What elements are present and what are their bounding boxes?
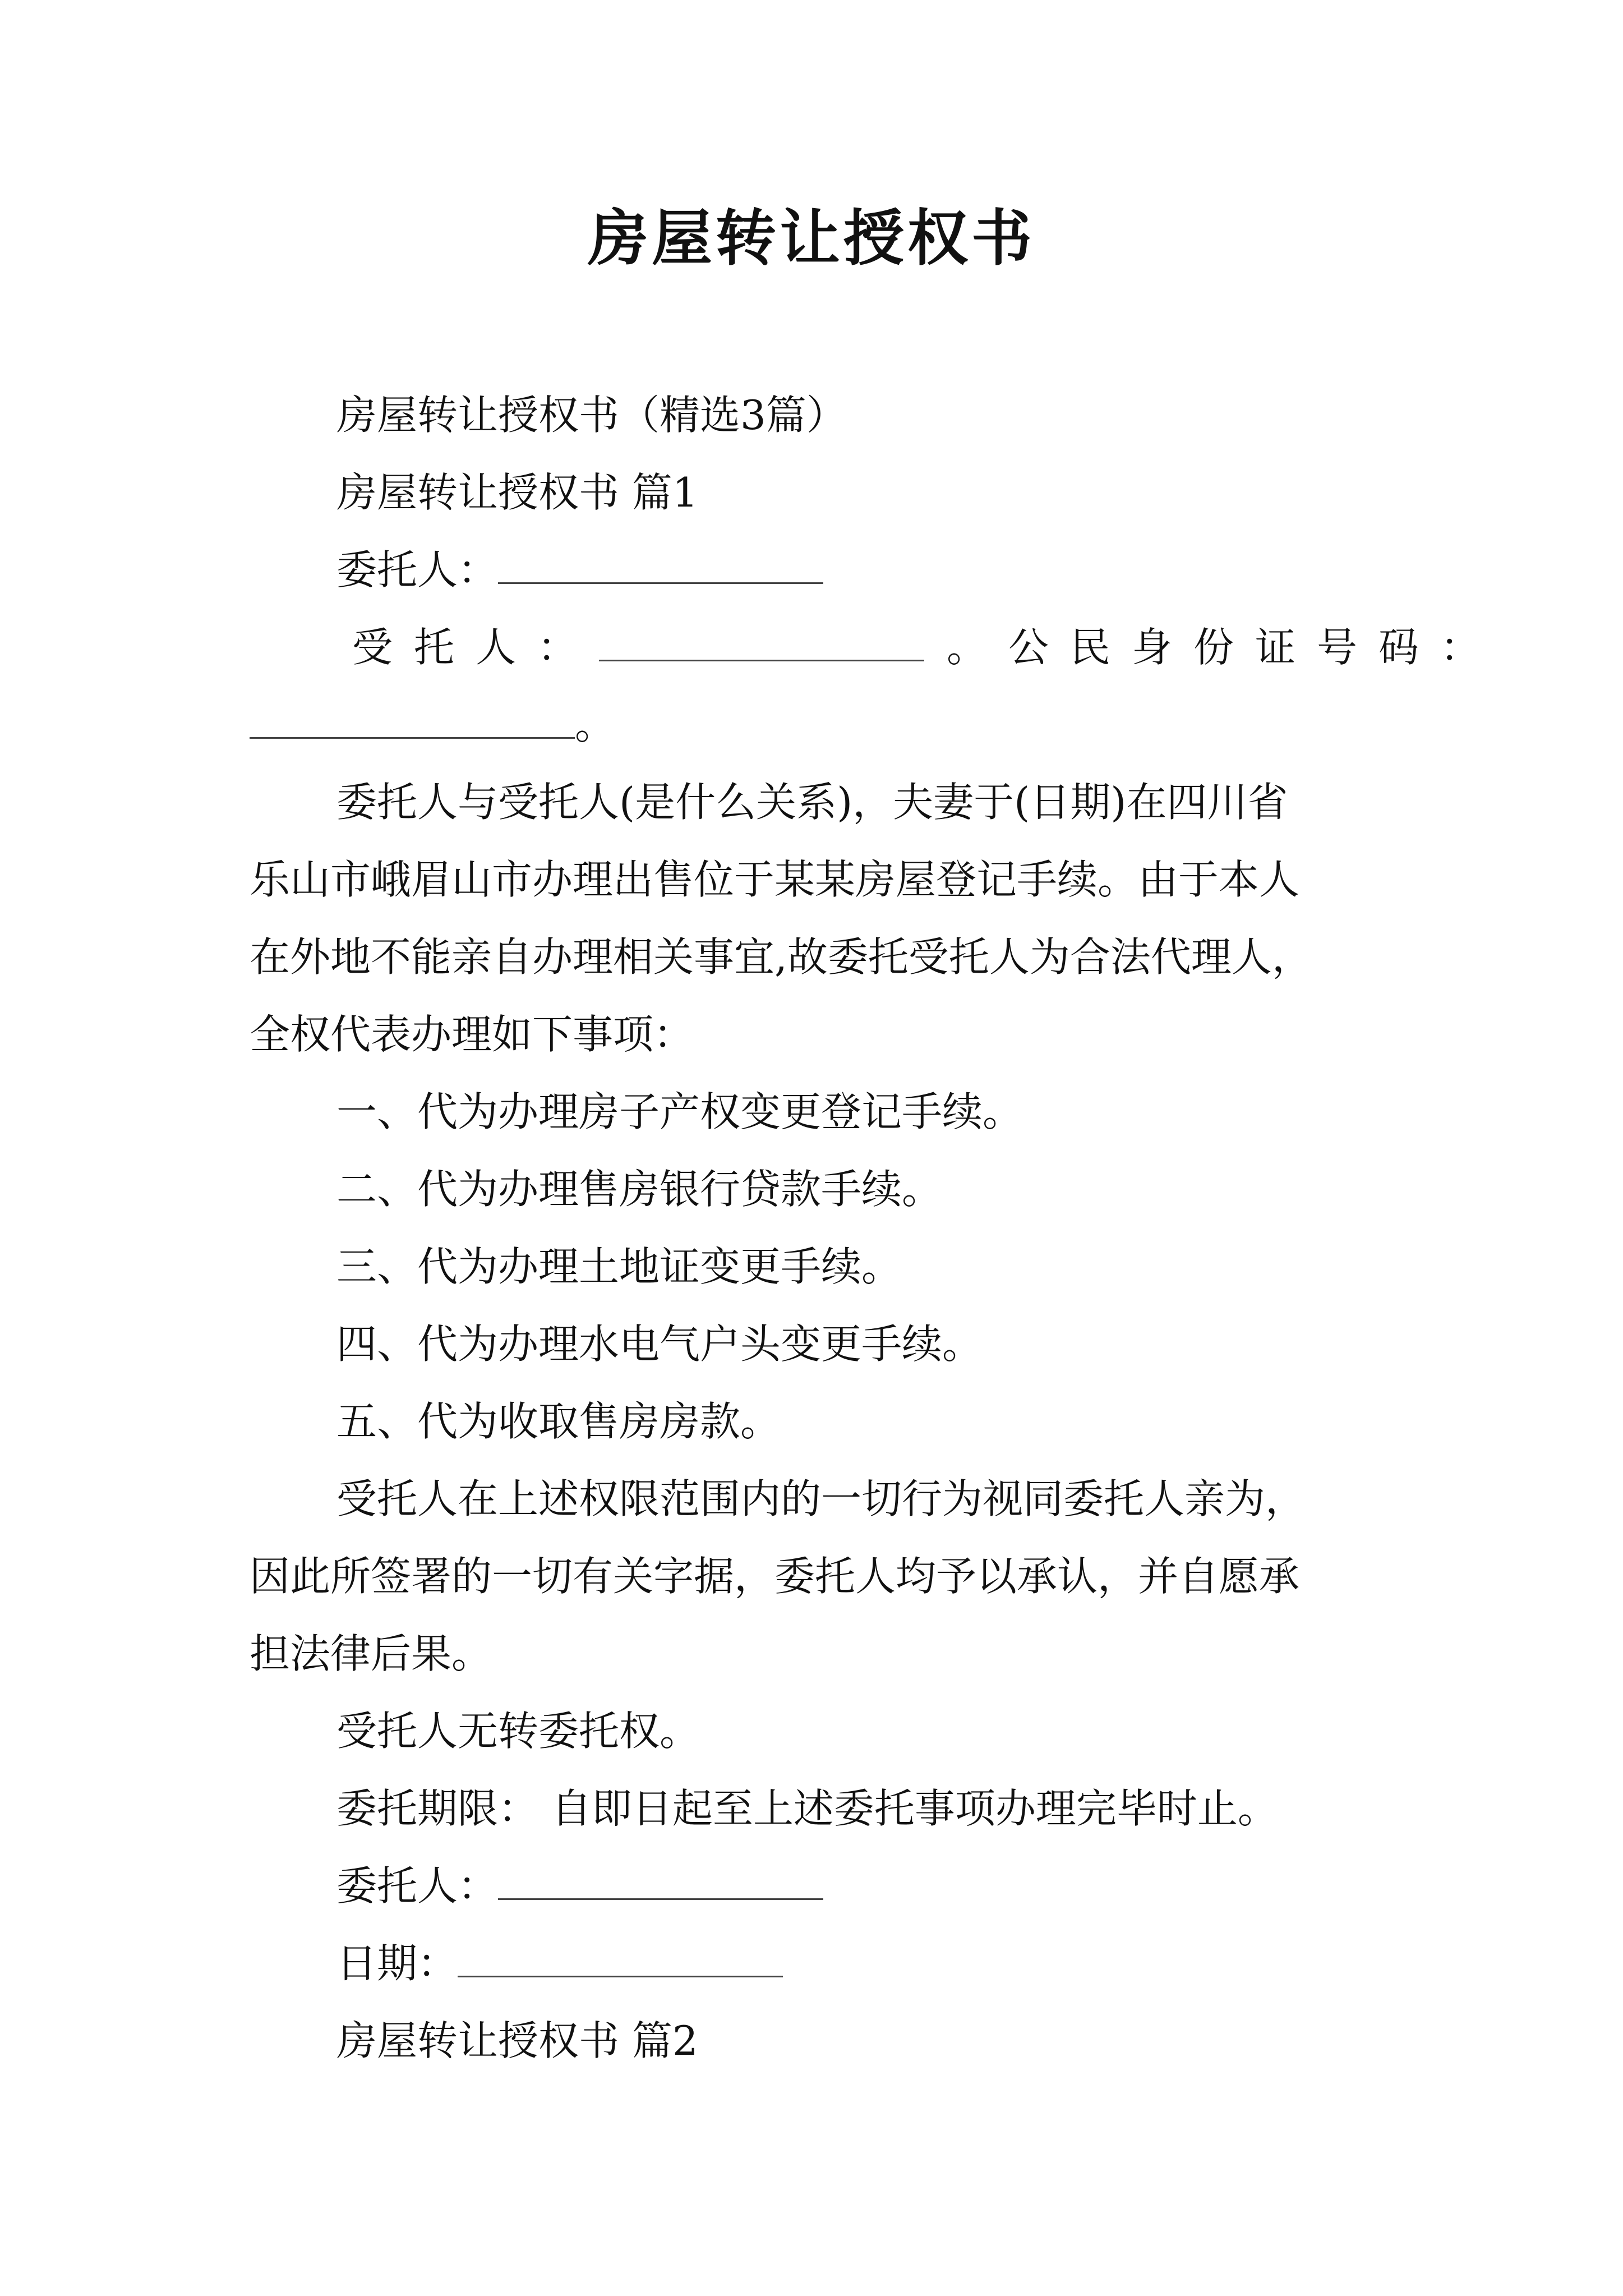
para1-line-1: 委托人与受托人(是什么关系)，夫妻于(日期)在四川省	[336, 779, 1288, 826]
para1-line-3: 在外地不能亲自办理相关事宜,故委托受托人为合法代理人，	[250, 933, 1312, 981]
date-label: 日期：	[336, 1940, 458, 1987]
id-blank[interactable]	[250, 703, 575, 739]
para2-line-2: 因此所签署的一切有关字据，委托人均予以承认，并自愿承	[250, 1553, 1300, 1600]
no-transfer-clause: 受托人无转委托权。	[336, 1708, 700, 1755]
agent-line	[352, 619, 1502, 675]
term-clause: 委托期限： 自即日起至上述委托事项办理完毕时止。	[336, 1785, 1278, 1832]
list-item: 四、代为办理水电气户头变更手续。	[336, 1320, 983, 1368]
list-item: 一、代为办理房子产权变更登记手续。	[336, 1088, 1023, 1135]
list-item: 五、代为收取售房房款。	[336, 1398, 781, 1445]
para2-line-3: 担法律后果。	[250, 1630, 492, 1677]
sign-principal-blank[interactable]	[498, 1865, 823, 1900]
section1-heading: 房屋转让授权书 篇1	[336, 469, 698, 516]
para1-line-4: 全权代表办理如下事项：	[250, 1011, 694, 1058]
list-item: 三、代为办理土地证变更手续。	[336, 1243, 902, 1290]
document-title: 房屋转让授权书	[587, 203, 1035, 274]
section2-heading: 房屋转让授权书 篇2	[336, 2017, 698, 2064]
date-blank[interactable]	[458, 1942, 783, 1977]
para1-line-2: 乐山市峨眉山市办理出售位于某某房屋登记手续。由于本人	[250, 856, 1300, 903]
sign-principal-line	[336, 1858, 823, 1914]
principal-label: 委托人：	[336, 546, 499, 593]
sign-principal-label: 委托人：	[336, 1862, 499, 1910]
id-period: 。	[575, 701, 616, 748]
list-item: 二、代为办理售房银行贷款手续。	[336, 1166, 943, 1213]
agent-blank[interactable]	[599, 626, 924, 661]
agent-label: 受托人：	[352, 624, 600, 671]
date-line	[336, 1935, 783, 1991]
document-subtitle: 房屋转让授权书（精选3篇）	[336, 392, 847, 439]
para2-line-1: 受托人在上述权限范围内的一切行为视同委托人亲为，	[336, 1475, 1306, 1522]
principal-blank[interactable]	[498, 549, 823, 584]
id-label: 。公民身份证号码：	[947, 624, 1502, 671]
principal-line	[336, 542, 823, 598]
id-line	[250, 697, 615, 753]
